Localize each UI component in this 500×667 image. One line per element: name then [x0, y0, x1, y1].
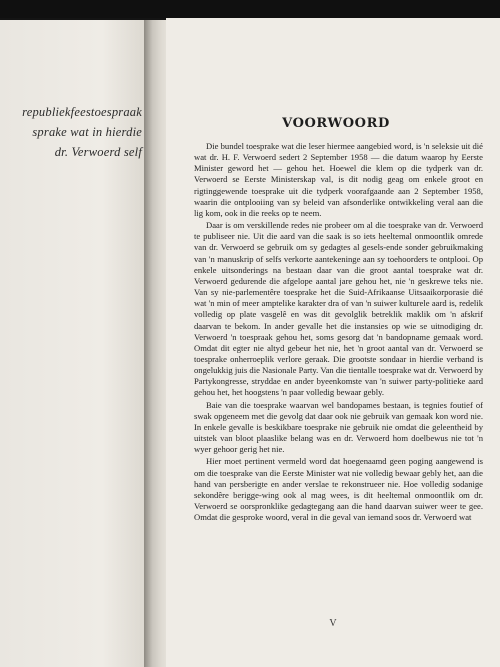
paragraph: Daar is om verskillende redes nie probeer om al die toesprake van dr. Verwoerd te publiseer nie. Uit die aard van die saak is so iets heeltemal onmoontlik omrede van dr. Verwoerd se gebruik om sy gedagtes al gesels-ende sonder gebruikmaking van 'n manuskrip of selfs verkorte aantekeninge aan sy toehoorders te ontplooi. Op enkele uitsonderings na bestaan daar van die groot aantal toesprake wat dr. Verwoerd gedurende die afgelope aantal jare gehou het, nie 'n geskrewe teks nie. Van sy nie-parlementêre toesprake het die Suid-Afrikaanse Uitsaaikorporasie dié wat 'n min of meer amptelike karakter dra of van 'n suiwer kulturele aard is, redelik volledig op plate vasgelê en was dit gevolglik betreklik maklik om 'n afskrif daarvan te bekom. In ander gevalle het die instansies op wie se uitnodiging dr. Verwoerd 'n toespraak gehou het, soms gesorg dat 'n bandopname gemaak word. Omdat dit egter nie altyd gebeur het nie, het 'n groot aantal van dr. Verwoerd se toesprake onherroeplik verlore geraak. Die grootste sondaar in hierdie verband is ongelukkig juis die Nasionale Party. Van die tientalle toesprake wat dr. Verwoerd by Partykongresse, stryddae en ander byeenkomste van 'n suiwer party-politieke aard gehou het, het hoogstens 'n paar volledig bewaar gebly.: [194, 220, 483, 398]
left-page-line: dr. Verwoerd self: [54, 145, 142, 159]
left-page-line: sprake wat in hierdie: [32, 125, 142, 139]
right-page: [166, 18, 500, 667]
paragraph: Die bundel toesprake wat die leser hiermee aangebied word, is 'n seleksie uit dié wat dr. H. F. Verwoerd sedert 2 September 1958 — die datum waarop hy Eerste Minister geword het — gehou het. Hoewel die klem op die tydperk van dr. Verwoerd se Eerste Ministerskap val, is dit nodig geag om enkele groot en rigtinggewende toesprake uit die tydperk voorafgaande aan 2 September 1958, waarin die ontplooiing van sy beleid van afsonderlike ontwikkeling veral aan die lig kom, ook in die reeks op te neem.: [194, 141, 483, 218]
left-page-line: republiekfeestoespraak: [22, 105, 142, 119]
left-page-text: [0, 102, 142, 162]
page-title: VOORWOORD: [282, 116, 390, 131]
page-number: V: [329, 618, 337, 629]
paragraph: Baie van die toesprake waarvan wel bandopames bestaan, is tegnies foutief of swak opgeneem met die gevolg dat daar ook nie gebruik van gemaak kon word nie. In enkele gevalle is beskikbare toesprake nie gebruik nie omdat die geleentheid by uitstek van bloot plaaslike belang was en dr. Verwoerd hom doelbewus nie tot 'n wyer gehoor gerig het nie.: [194, 399, 483, 455]
body-text: [194, 141, 483, 524]
left-page: [0, 20, 146, 667]
book-gutter: [144, 20, 168, 667]
paragraph: Hier moet pertinent vermeld word dat hoegenaamd geen poging aangewend is om die toesprake van die Eerste Minister wat nie volledig bewaar gebly het, aan die hand van persberigte en ander verslae te rekonstrueer nie. Hoe volledig sodanige sekondêre berigge-wing ook al mag wees, is dit heeltemal onmoontlik om dr. Verwoerd se oorspronklike gedagtegang aan die hand daarvan suiwer weer te gee. Omdat die gesproke woord, veral in die geval van iemand soos dr. Verwoerd wat: [194, 456, 483, 523]
background-edge: [0, 0, 500, 18]
